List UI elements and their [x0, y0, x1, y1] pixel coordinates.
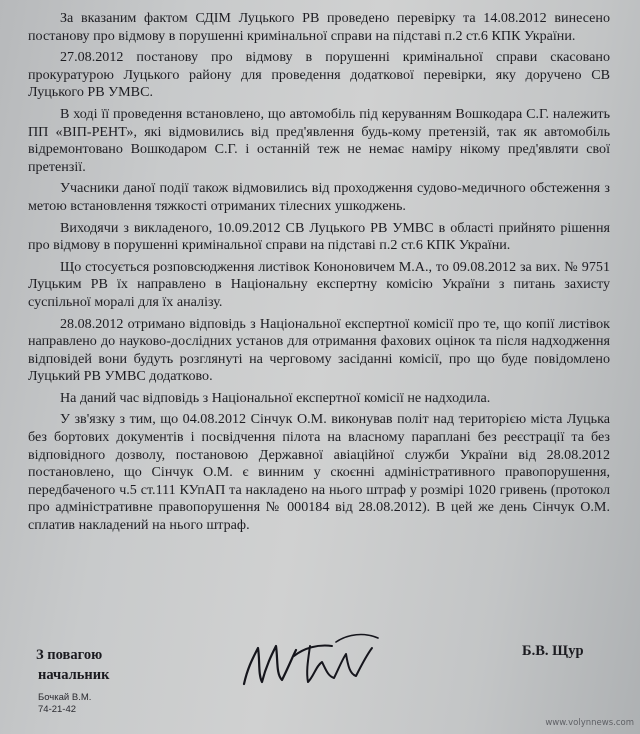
executor-block [38, 692, 91, 716]
paragraph-5: Виходячи з викладеного, 10.09.2012 СВ Луцького РВ УМВС в області прийнято рішення про відмову в порушенні кримінальної справи на підставі п.2 ст.6 КПК України. [28, 219, 610, 254]
signer-name: Б.В. Щур [522, 643, 584, 659]
executor-name: Бочкай В.М. [38, 692, 92, 703]
paragraph-7: 28.08.2012 отримано відповідь з Національної експертної комісії про те, що копії листівок направлено до науково-дослідних установ для отримання фахових оцінок та після надходження відповідей вони будуть розглянуті на черговому засіданні комісії, про що буде повідомлено Луцький РВ УМВС додатково. [28, 315, 610, 385]
closing-position: начальник [38, 667, 110, 683]
closing-greeting: З повагою [36, 647, 103, 663]
letter-body [28, 10, 610, 539]
paragraph-2: 27.08.2012 постанову про відмову в порушенні кримінальної справи скасовано прокуратурою Луцького району для проведення додаткової перевірки, яку доручено СВ Луцького РВ УМВС. [28, 49, 610, 101]
paragraph-9: У зв'язку з тим, що 04.08.2012 Сінчук О.М. виконував політ над територією міста Луцька без бортових документів і посвідчення пілота на власному параплані без реєстрації та без відповідного дозволу, постановою Державної авіаційної служби України від 28.08.2012 постановлено, що Сінчук О.М. є винним у скоєнні адміністративного правопорушення, передбаченого ч.5 ст.111 КУпАП та накладено на нього штраф у розмірі 1020 гривень (протокол про адміністративне правопорушення № 000184 від 28.08.2012). В цей же день Сінчук О.М. сплатив накладений на нього штраф. [28, 411, 610, 534]
paragraph-3: В ході її проведення встановлено, що автомобіль під керуванням Вошкодара С.Г. належить ПП «ВІП-РЕНТ», які відмовились від пред'явлення будь-кому претензій, так як автомобіль відремонтовано Вошкодаром С.Г. і останній теж не немає наміру нікому пред'являти свої претензії. [28, 105, 610, 175]
handwritten-signature [236, 626, 386, 696]
watermark: www.volynnews.com [545, 718, 634, 728]
executor-phone: 74-21-42 [38, 704, 77, 715]
paragraph-4: Учасники даної події також відмовились від проходження судово-медичного обстеження з метою встановлення тяжкості отриманих тілесних ушкоджень. [28, 180, 610, 214]
paragraph-8: На даний час відповідь з Національної експертної комісії не надходила. [60, 389, 491, 406]
paragraph-1: За вказаним фактом СДІМ Луцького РВ проведено перевірку та 14.08.2012 винесено постанову про відмову в порушенні кримінальної справи на підставі п.2 ст.6 КПК України. [28, 10, 610, 44]
closing-block [36, 645, 109, 685]
paragraph-6: Що стосується розповсюдження листівок Кононовичем М.А., то 09.08.2012 за вих. № 9751 Луцьким РВ їх направлено в Національну експертну комісію України з питань захисту суспільної моралі для їх аналізу. [28, 258, 610, 310]
